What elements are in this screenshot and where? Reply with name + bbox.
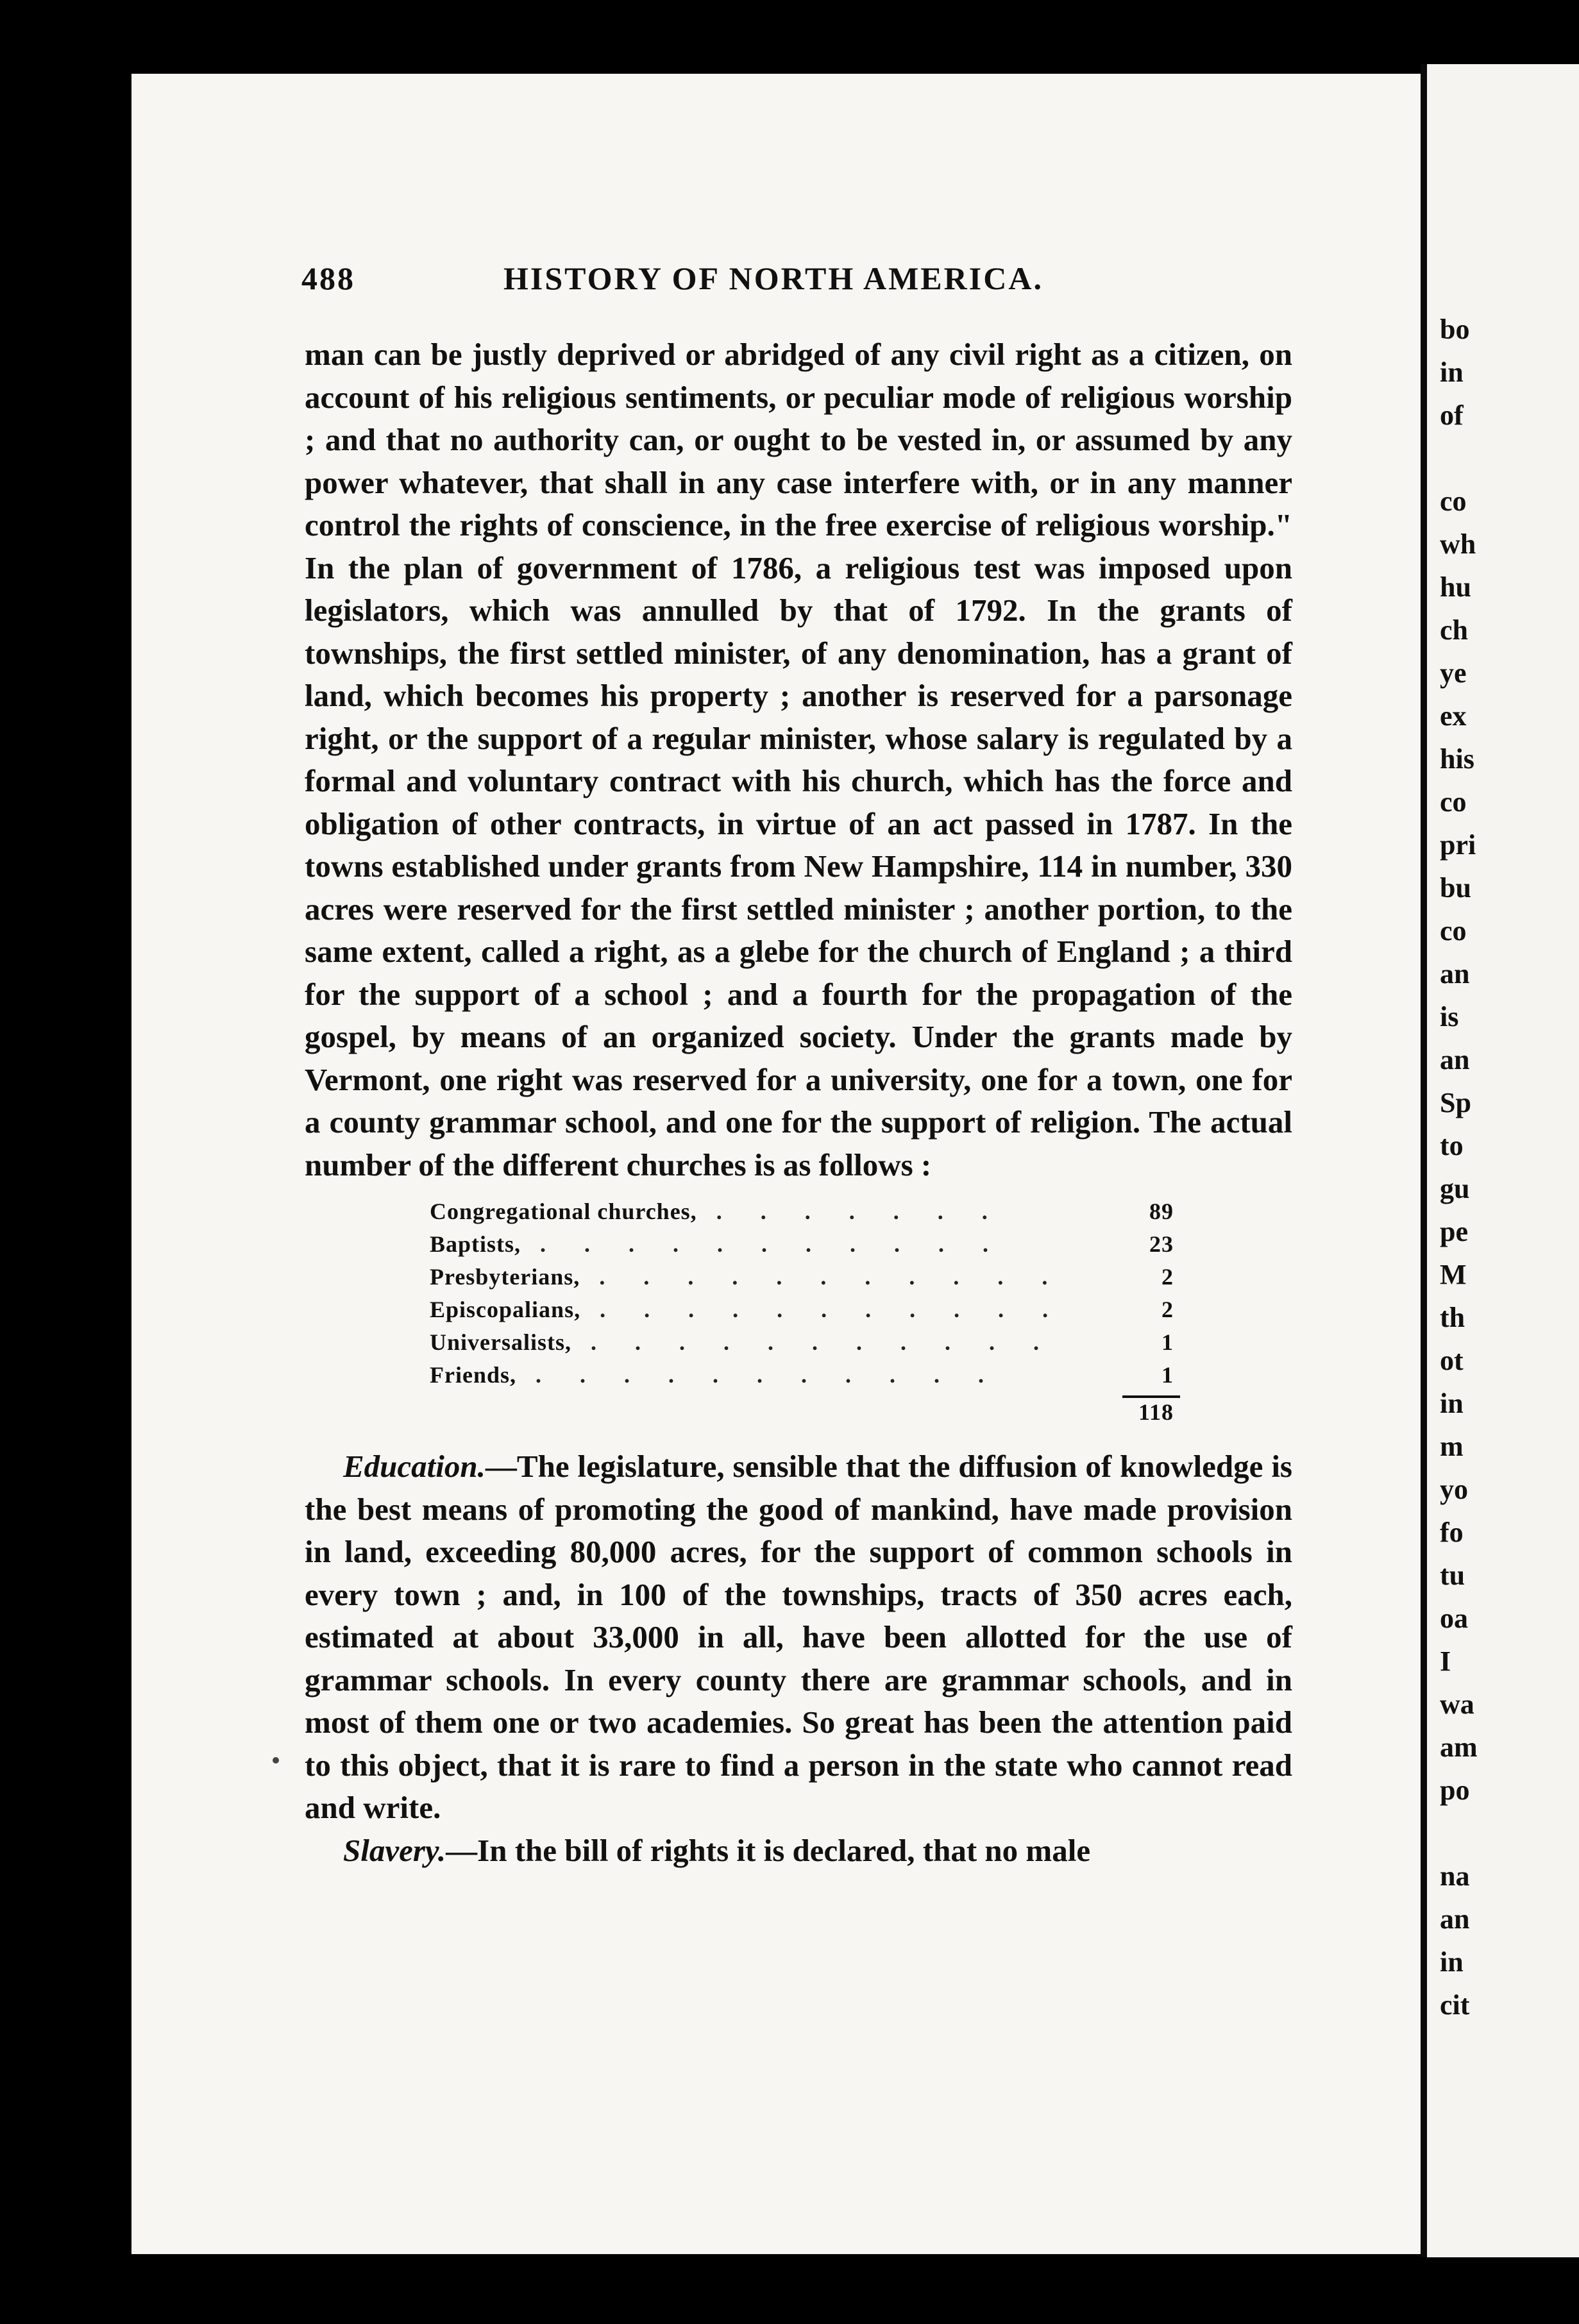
leader-dots: ........... bbox=[599, 1264, 1086, 1290]
facing-page-fragment: of bbox=[1440, 400, 1464, 431]
education-text: —The legislature, sensible that the diffusion of knowledge is the best means of promoting the good of mankind, have made provision in land, exceeding 80,000 acres, for the support of common schools in every town ; and, in 100 of the townships, tracts of 350 acres each, estimated at about 33,000 in all, have been allotted for the use of grammar schools. In every county there are grammar schools, and in most of them one or two academies. So great has been the attention paid to this object, that it is rare to find a person in the state who cannot read and write. bbox=[305, 1449, 1292, 1825]
church-name: Universalists, bbox=[430, 1329, 571, 1355]
church-name: Baptists, bbox=[430, 1231, 521, 1257]
leader-dots: ........... bbox=[591, 1329, 1077, 1355]
facing-page-fragment: po bbox=[1440, 1774, 1470, 1806]
section-caption-slavery: Slavery. bbox=[343, 1832, 446, 1868]
facing-page-fragment: an bbox=[1440, 1044, 1470, 1075]
facing-page-fragment: ex bbox=[1440, 700, 1467, 732]
facing-page-fragment: in bbox=[1440, 1388, 1464, 1419]
leader-dots: ........... bbox=[600, 1297, 1087, 1322]
slavery-text: —In the bill of rights it is declared, that no male bbox=[446, 1832, 1091, 1868]
facing-page-fragment: Sp bbox=[1440, 1087, 1471, 1118]
facing-page-fragment: ch bbox=[1440, 614, 1468, 646]
facing-page-fragment: M bbox=[1440, 1259, 1467, 1290]
facing-page-fragment: am bbox=[1440, 1731, 1478, 1763]
church-total-row bbox=[430, 1398, 1174, 1426]
church-count: 89 bbox=[1149, 1199, 1174, 1224]
facing-page-fragment: I bbox=[1440, 1646, 1451, 1677]
church-row bbox=[430, 1261, 1174, 1293]
facing-page-fragment: co bbox=[1440, 485, 1467, 517]
page-body bbox=[305, 333, 1292, 1872]
facing-page-fragment: na bbox=[1440, 1860, 1470, 1892]
facing-page-fragment: an bbox=[1440, 958, 1470, 989]
church-row bbox=[430, 1326, 1174, 1359]
facing-page-fragment: bo bbox=[1440, 314, 1470, 345]
facing-page-fragment: ot bbox=[1440, 1345, 1464, 1376]
facing-page-fragment: th bbox=[1440, 1302, 1465, 1333]
facing-page-fragment: fo bbox=[1440, 1517, 1464, 1548]
facing-page-fragment: bu bbox=[1440, 872, 1471, 904]
churches-table bbox=[430, 1195, 1174, 1426]
church-row bbox=[430, 1293, 1174, 1326]
running-header bbox=[301, 260, 1071, 305]
facing-page-fragment: pri bbox=[1440, 829, 1476, 861]
church-name: Presbyterians, bbox=[430, 1264, 580, 1290]
paragraph-education bbox=[305, 1445, 1292, 1830]
facing-page-fragment: m bbox=[1440, 1431, 1464, 1462]
facing-page-fragment: tu bbox=[1440, 1560, 1465, 1591]
facing-page-fragment: ye bbox=[1440, 657, 1467, 689]
page-number: 488 bbox=[301, 260, 355, 296]
church-count: 2 bbox=[1161, 1297, 1174, 1322]
facing-page-fragment: oa bbox=[1440, 1603, 1468, 1634]
facing-page-fragment: is bbox=[1440, 1001, 1459, 1032]
facing-page-fragment: his bbox=[1440, 743, 1474, 775]
facing-page-fragment: co bbox=[1440, 915, 1467, 947]
church-row bbox=[430, 1228, 1174, 1261]
facing-page-fragment: cit bbox=[1440, 1989, 1470, 2021]
church-total: 118 bbox=[1138, 1399, 1174, 1425]
facing-page-fragment: hu bbox=[1440, 571, 1471, 603]
leader-dots: ........... bbox=[536, 1362, 1023, 1388]
church-row bbox=[430, 1359, 1174, 1392]
church-name: Episcopalians, bbox=[430, 1297, 581, 1322]
leader-dots: ........... bbox=[540, 1231, 1027, 1257]
facing-page-fragment: in bbox=[1440, 1946, 1464, 1978]
facing-page-fragment bbox=[1440, 1812, 1478, 1855]
facing-page-text bbox=[1440, 308, 1478, 2026]
leader-dots: ....... bbox=[716, 1199, 1026, 1224]
facing-page-fragment bbox=[1440, 437, 1478, 480]
church-count: 1 bbox=[1161, 1362, 1174, 1388]
church-count: 23 bbox=[1149, 1231, 1174, 1257]
paragraph-slavery bbox=[305, 1830, 1292, 1873]
facing-page-fragment: wa bbox=[1440, 1688, 1474, 1720]
facing-page-fragment: co bbox=[1440, 786, 1467, 818]
church-name: Congregational churches, bbox=[430, 1199, 697, 1224]
running-title: HISTORY OF NORTH AMERICA. bbox=[503, 260, 1043, 296]
facing-page-fragment: yo bbox=[1440, 1474, 1468, 1505]
church-count: 1 bbox=[1161, 1329, 1174, 1355]
church-name: Friends, bbox=[430, 1362, 517, 1388]
church-row bbox=[430, 1195, 1174, 1228]
facing-page-fragment: wh bbox=[1440, 528, 1476, 560]
section-caption-education: Education. bbox=[343, 1449, 486, 1484]
page-speck bbox=[273, 1757, 279, 1764]
facing-page-fragment: in bbox=[1440, 357, 1464, 388]
facing-page-fragment: an bbox=[1440, 1903, 1470, 1935]
facing-page-fragment: gu bbox=[1440, 1173, 1470, 1204]
facing-page-fragment: to bbox=[1440, 1130, 1464, 1161]
facing-page-fragment: pe bbox=[1440, 1216, 1468, 1247]
church-count: 2 bbox=[1161, 1264, 1174, 1290]
page-gutter bbox=[1421, 64, 1427, 2257]
paragraph-religion: man can be justly deprived or abridged of any civil right as a citizen, on account of his religious sentiments, or peculiar mode of religious worship ; and that no authority can, or ought to be vested in, or assumed by any power whatever, that shall in any case interfere with, or in any manner control the rights of conscience, in the free exercise of religious worship." In the plan of government of 1786, a religious test was imposed upon legislators, which was annulled by that of 1792. In the grants of townships, the first settled minister, of any denomination, has a grant of land, which becomes his property ; another is reserved for a parsonage right, or the support of a regular minister, whose salary is regulated by a formal and voluntary contract with his church, which has the force and obligation of other contracts, in virtue of an act passed in 1787. In the towns established under grants from New Hampshire, 114 in number, 330 acres were reserved for the first settled minister ; another portion, to the same extent, called a right, as a glebe for the church of England ; a third for the support of a school ; and a fourth for the propagation of the gospel, by means of an organized society. Under the grants made by Vermont, one right was reserved for a university, one for a town, one for a county grammar school, and one for the support of religion. The actual number of the different churches is as follows : bbox=[305, 337, 1292, 1183]
